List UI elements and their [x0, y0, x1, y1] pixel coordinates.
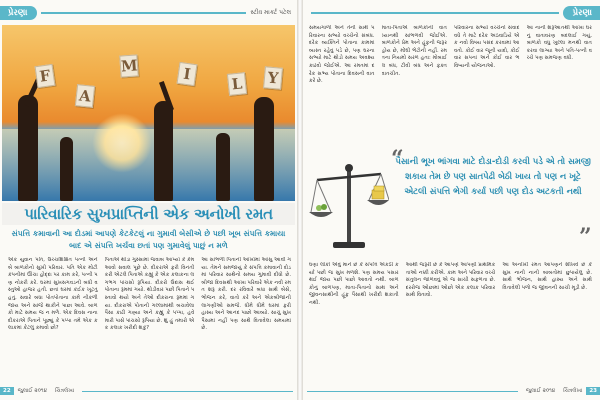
- footer-date: જુલાઈ ૨૦૧૪: [17, 387, 48, 394]
- silhouette-child-2: [216, 133, 230, 201]
- body-paragraph: આ અનોખી રમત આપણને શીખવે છે કે સુખ નાની નાની બાબતોમાં છુપાયેલું છે. સાથે ભોજન, સાથે હાસ્ય અને સાથે વિતાવેલી પળો જ જીવનની સાચી મૂડી છે.: [502, 262, 593, 291]
- body-column-1: [8, 257, 98, 385]
- footer-rule: [82, 391, 293, 392]
- left-footer: [0, 386, 297, 396]
- right-page: [303, 0, 600, 400]
- letter-block-a: A: [75, 84, 95, 108]
- body-paragraph: ઘણા લોકો એવું માને છે કે સંપત્તિ એકઠી કર્યા પછી જ સુખ મળશે. પણ સમય પસાર થઈ જાય પછી પાછો આવતો નથી. બાળકોનું બાળપણ, માતા-પિતાનો સાથ અને જીવનસાથીની હૂંફ પૈસાથી ખરીદી શકાતી નથી.: [309, 262, 399, 306]
- footer-date: જુલાઈ ૨૦૧૪: [525, 387, 556, 394]
- body-column-1: [309, 262, 399, 385]
- silhouette-woman: [154, 101, 173, 201]
- letter-block-m: M: [119, 54, 138, 77]
- right-bottom-columns: [309, 262, 592, 385]
- silhouette-man: [18, 95, 38, 201]
- left-body-columns: [8, 257, 291, 385]
- left-page-header: [0, 5, 297, 21]
- body-paragraph: પિતાએ થોડા ગુસ્સામાં જવાબ આપ્યો કે કેમ આવો સવાલ પૂછે છે. દીકરાએ ફરી વિનંતી કરી એટલે પિતાએ કહ્યું કે એક કલાકના લગભગ પાંચસો રૂપિયા. દીકરો ઉદાસ થઈ પોતાના રૂમમાં ગયો. થોડીવાર પછી પિતાને પસ્તાવો થયો અને તેઓ દીકરાના રૂમમાં ગયા. દીકરાએ પોતાની ગલ્લામાંથી બચાવેલા પૈસા કાઢી ગણ્યા અને કહ્યું કે પપ્પા, હવે મારી પાસે પાંચસો રૂપિયા છે. શું હું તમારો એક કલાક ખરીદી શકું?: [104, 257, 195, 332]
- header-rule: [311, 12, 559, 14]
- footer-rule: [307, 391, 518, 392]
- page-number: 22: [0, 387, 14, 395]
- footer-magazine: ચિત્રલેખા: [55, 387, 75, 394]
- body-column-1: [309, 25, 375, 143]
- sea-reflection: [2, 129, 295, 201]
- article-title: પારિવારિક સુખપ્રાપ્તિની એક અનોખી રમત: [24, 205, 273, 223]
- body-column-2: [406, 262, 496, 385]
- right-top-columns: [309, 25, 592, 143]
- title-bar: [2, 203, 295, 225]
- section-tab: પ્રેરણા: [563, 6, 600, 20]
- letter-block-y: Y: [263, 66, 283, 89]
- body-paragraph: પરિવારના સભ્યો વચ્ચેનો સંવાદ વધે તે માટે દરેક અઠવાડિયે એક નવો વિષય પસંદ કરવામાં આવતો. કોઈ વાર જૂની યાદો, કોઈ વાર સપનાં અને કોઈ વાર ભવિષ્યની યોજનાઓ.: [454, 25, 520, 69]
- right-page-header: [303, 5, 600, 21]
- body-paragraph: આથી જરૂરી છે કે આપણે આપણી પ્રાથમિકતાઓ નક્કી કરીએ. કામ અને પરિવાર વચ્ચે સંતુલન જાળવવું એ જ સાચી સફળતા છે. દરરોજ ઓછામાં ઓછો એક કલાક પરિવાર સાથે વિતાવો.: [405, 262, 496, 299]
- body-column-3: [454, 25, 520, 143]
- header-rule: [41, 12, 246, 14]
- left-page: [0, 0, 297, 400]
- pull-quote-box: [307, 146, 596, 256]
- page-number: 23: [586, 387, 600, 395]
- letter-block-i: I: [177, 62, 198, 86]
- author-byline: સ્ટીવ માર્ક્ટ પટેલ: [250, 9, 291, 16]
- silhouette-child: [60, 137, 73, 201]
- body-column-3: [201, 257, 291, 385]
- section-tab: પ્રેરણા: [0, 6, 37, 20]
- silhouette-man-2: [254, 97, 274, 201]
- body-column-2: [105, 257, 195, 385]
- body-paragraph: સમયગાળો અને તેની સાથે પરિવારના સભ્યો વચ્ચેનો સંબંધ. દરેક વ્યક્તિને પોતાના કામમાં વ્યસ્ત રહેવું પડે છે, પણ ઘરના સભ્યો માટે થોડો સમય અવશ્ય કાઢવો જોઈએ. આ રમતમાં દરેક સભ્ય પોતાના દિવસની વાત કરે છે.: [309, 25, 375, 85]
- body-column-4: [527, 25, 593, 143]
- body-paragraph: આ નાની શરૂઆતથી આખા ઘરનું વાતાવરણ બદલાઈ ગયું. બાળકો વધુ ખુલ્લા મનથી વાત કરવા લાગ્યા અને પતિ-પત્ની વચ્ચે પણ સમજણ વધી.: [526, 25, 592, 62]
- body-column-2: [382, 25, 448, 143]
- right-footer: [303, 386, 600, 396]
- letter-block-l: L: [227, 72, 247, 96]
- article-subtitle: સંપત્તિ કમાવાની આ દોડમાં આપણે કેટકેટલું ના ગુમાવી બેસીએ છે પછી ખૂબ સંપત્તિ કમાયા બાદ એ સંપત્તિ ખર્ચવા છતાં પણ ગુમાવેલું પાછું ન મળે: [11, 229, 286, 250]
- hero-image: [2, 25, 295, 201]
- letter-block-f: F: [35, 64, 56, 88]
- open-quote-mark: “: [391, 146, 404, 172]
- body-paragraph: માતા-પિતાએ બાળકોની વાત ધ્યાનથી સાંભળવી જોઈએ. બાળકોને પ્રેમ અને હૂંફની જરૂર હોય છે, મોંઘી ભેટોની નહીં. રમતના નિયમો સરળ હતા: મોબાઈલ બંધ, ટીવી બંધ અને ફક્ત વાતચીત.: [381, 25, 447, 77]
- body-paragraph: એક યુવાન પતિ, ઉચ્ચશિક્ષિત પત્ની અને બે બાળકોનો સુખી પરિવાર. પતિ એક મોટી કંપનીમાં ઊંચા હોદ્દા પર કામ કરે, પત્ની પણ નોકરી કરે. ઘરમાં સુખસગવડની બધી વસ્તુઓ હાજર હતી. છતાં ઘરમાં કંઈક ખૂટતું હતું. સવારે બધા પોતપોતાના કામે નીકળી જાય અને સાંજે થાકીને પાછા આવે. બાળકો માટે સમય જ ન મળે. એક દિવસ નાના દીકરાએ પિતાને પૂછ્યું કે પપ્પા તમે એક કલાકમાં કેટલું કમાવો છો?: [8, 257, 98, 332]
- pull-quote-text: પૈસાની ભૂખ ભાંગવા માટે દોડા-દોડી કરવી પડે એ તો સમજી શકાય તેમ છે પણ સાતપેઢી બેઠી ખાય તો પણ ન ખૂટે એટલી સંપત્તિ ભેગી કર્યા પછી પણ દોડ અટકતી નથી: [395, 156, 591, 196]
- body-paragraph: આ સાંભળી પિતાની આંખોમાં આંસુ આવી ગયા. તેમને સમજાયું કે સંપત્તિ કમાવાની દોડમાં પરિવાર સાથેનો સમય ગુમાવી દીધો છે. બીજા દિવસથી આખા પરિવારે એક નવી રમત શરૂ કરી. દર રવિવારે બધા સાથે બેસે, ભોજન કરે, વાતો કરે અને એકબીજાની લાગણીઓ સમજે. ધીમે ધીમે ઘરમાં ફરી હાસ્ય અને આનંદ પાછો આવ્યો. સાચું સુખ પૈસામાં નહીં પણ સાથે વિતાવેલા સમયમાં છે.: [201, 257, 292, 332]
- footer-magazine: ચિત્રલેખા: [563, 387, 583, 394]
- close-quote-mark: ”: [579, 224, 592, 250]
- balance-scale-icon: [309, 160, 389, 252]
- body-column-3: [502, 262, 592, 385]
